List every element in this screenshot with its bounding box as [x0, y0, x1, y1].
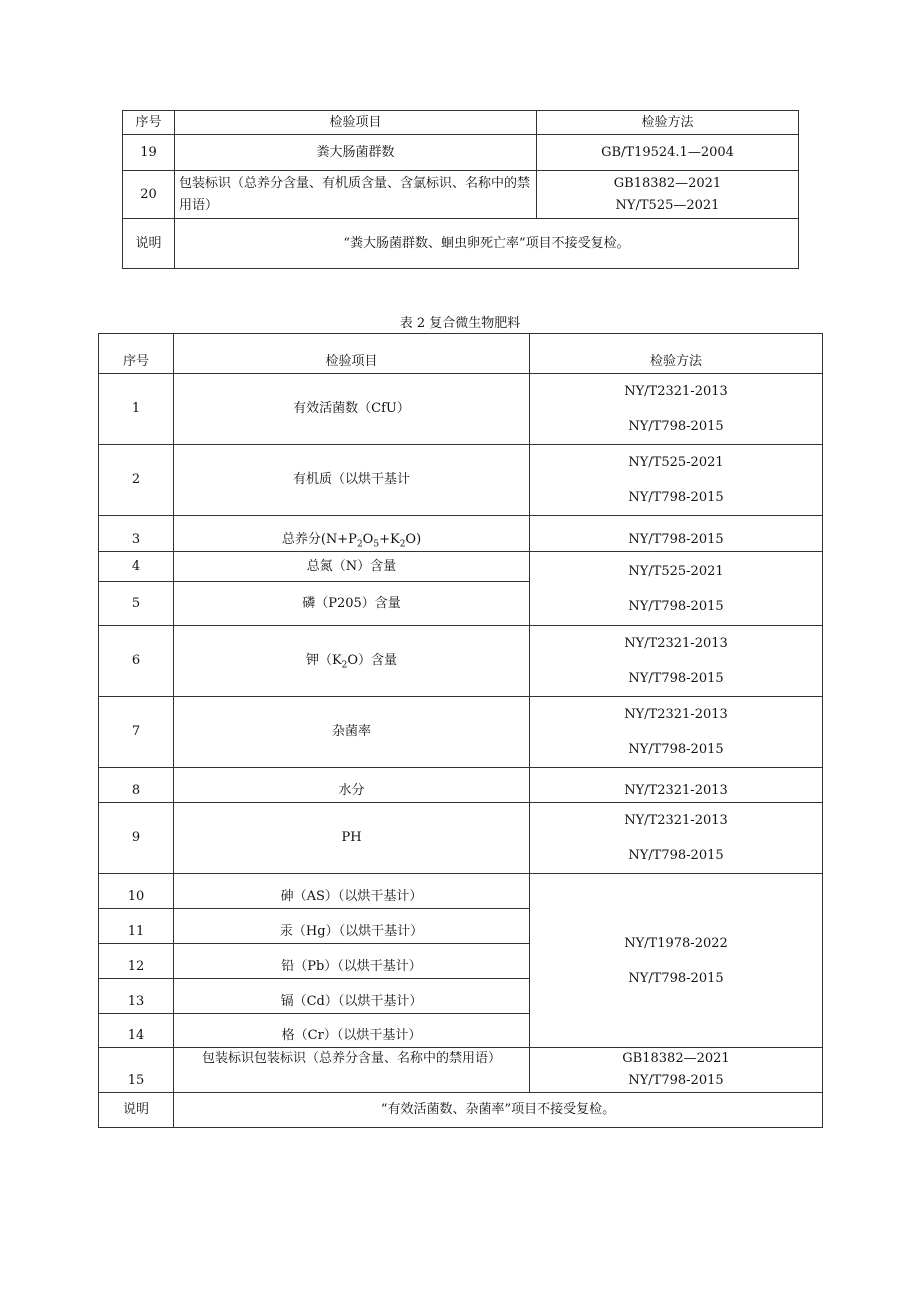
item-text: 钾（K	[305, 653, 342, 668]
method-line: GB/T19524.1—2004	[601, 144, 734, 160]
row-item: PH	[174, 803, 530, 874]
row-item: 粪大肠菌群数	[175, 135, 537, 171]
table-row	[123, 171, 799, 219]
method-line: NY/T525—2021	[615, 197, 720, 213]
item-text: O）含量	[347, 653, 398, 668]
method-line: NY/T798-2015	[628, 419, 724, 434]
item-text: O)	[405, 532, 422, 547]
note-row	[99, 1093, 823, 1128]
method-line: NY/T2321-2013	[624, 384, 728, 399]
row-method	[537, 135, 799, 171]
table-2-caption: 表 2 复合微生物肥料	[399, 316, 521, 331]
row-item: 包装标识包装标识（总养分含量、名称中的禁用语）	[174, 1048, 530, 1093]
row-seq: 15	[99, 1048, 174, 1093]
item-text: 总养分(N+P	[281, 532, 357, 547]
method-line: NY/T2321-2013	[624, 783, 728, 798]
note-label: 说明	[123, 219, 175, 269]
row-seq: 9	[99, 803, 174, 874]
method-line: NY/T2321-2013	[624, 636, 728, 651]
row-seq: 14	[99, 1014, 174, 1048]
header-method: 检验方法	[537, 111, 799, 135]
row-item: 磷（P205）含量	[174, 582, 530, 626]
row-seq: 20	[123, 171, 175, 219]
method-line: NY/T798-2015	[628, 671, 724, 686]
subscript: 2	[341, 660, 348, 671]
row-method	[530, 874, 823, 1048]
row-seq: 19	[123, 135, 175, 171]
row-item: 有机质（以烘干基计	[174, 445, 530, 516]
subscript: 2	[399, 539, 406, 550]
method-line: NY/T798-2015	[628, 742, 724, 757]
method-line: NY/T798-2015	[628, 970, 724, 986]
table-header-row	[99, 334, 823, 374]
note-label: 说明	[99, 1093, 174, 1128]
row-item: 汞（Hg）（以烘干基计）	[174, 909, 530, 944]
subscript: 5	[373, 539, 380, 550]
table-row	[99, 1048, 823, 1093]
row-seq: 6	[99, 626, 174, 697]
row-seq: 11	[99, 909, 174, 944]
row-method	[537, 171, 799, 219]
row-seq: 2	[99, 445, 174, 516]
row-item: 杂菌率	[174, 697, 530, 768]
row-item: 有效活菌数（CfU）	[174, 374, 530, 445]
header-item: 检验项目	[174, 334, 530, 374]
row-item	[174, 516, 530, 552]
table-header-row	[123, 111, 799, 135]
row-method	[530, 516, 823, 552]
note-text: “粪大肠菌群数、蛔虫卵死亡率”项目不接受复检。	[175, 219, 799, 269]
row-seq: 7	[99, 697, 174, 768]
table-row	[99, 697, 823, 768]
inspection-table-1	[122, 110, 799, 269]
table-row	[99, 516, 823, 552]
row-method	[530, 1048, 823, 1093]
row-seq: 4	[99, 552, 174, 582]
inspection-table-2	[98, 333, 823, 1128]
row-item	[174, 626, 530, 697]
row-method	[530, 552, 823, 626]
table-row	[99, 374, 823, 445]
row-item: 镉（Cd）（以烘干基计）	[174, 979, 530, 1014]
method-line: NY/T525-2021	[628, 455, 724, 470]
header-item: 检验项目	[175, 111, 537, 135]
row-method	[530, 697, 823, 768]
note-row	[123, 219, 799, 269]
row-method	[530, 374, 823, 445]
row-item: 包装标识（总养分含量、有机质含量、含氯标识、名称中的禁用语）	[175, 171, 537, 219]
row-seq: 1	[99, 374, 174, 445]
note-text: “有效活菌数、杂菌率”项目不接受复检。	[174, 1093, 823, 1128]
row-item: 格（Cr）（以烘干基计）	[174, 1014, 530, 1048]
method-line: NY/T2321-2013	[624, 707, 728, 722]
row-item: 总氮（N）含量	[174, 552, 530, 582]
row-seq: 12	[99, 944, 174, 979]
row-method	[530, 803, 823, 874]
header-method: 检验方法	[530, 334, 823, 374]
method-line: NY/T798-2015	[628, 532, 724, 547]
method-line: GB18382—2021	[613, 175, 722, 191]
row-method	[530, 445, 823, 516]
item-text: +K	[379, 532, 400, 547]
method-line: NY/T2321-2013	[624, 813, 728, 828]
table-row	[99, 552, 823, 582]
method-line: GB18382—2021	[622, 1051, 730, 1066]
item-text: O	[362, 532, 374, 547]
method-line: NY/T798-2015	[628, 598, 724, 614]
table-row	[123, 135, 799, 171]
table-row	[99, 803, 823, 874]
method-line: NY/T798-2015	[628, 848, 724, 863]
row-seq: 3	[99, 516, 174, 552]
row-method	[530, 768, 823, 803]
row-item: 铅（Pb）（以烘干基计）	[174, 944, 530, 979]
row-seq: 5	[99, 582, 174, 626]
row-item: 砷（AS）（以烘干基计）	[174, 874, 530, 909]
header-seq: 序号	[123, 111, 175, 135]
row-seq: 10	[99, 874, 174, 909]
table-row	[99, 768, 823, 803]
method-line: NY/T798-2015	[628, 1073, 724, 1088]
method-line: NY/T1978-2022	[624, 935, 728, 951]
method-line: NY/T798-2015	[628, 490, 724, 505]
method-line: NY/T525-2021	[628, 563, 724, 579]
row-seq: 8	[99, 768, 174, 803]
row-method	[530, 626, 823, 697]
table-row	[99, 445, 823, 516]
table-row	[99, 626, 823, 697]
row-seq: 13	[99, 979, 174, 1014]
subscript: 2	[356, 539, 363, 550]
header-seq: 序号	[99, 334, 174, 374]
table-row	[99, 874, 823, 909]
row-item: 水分	[174, 768, 530, 803]
